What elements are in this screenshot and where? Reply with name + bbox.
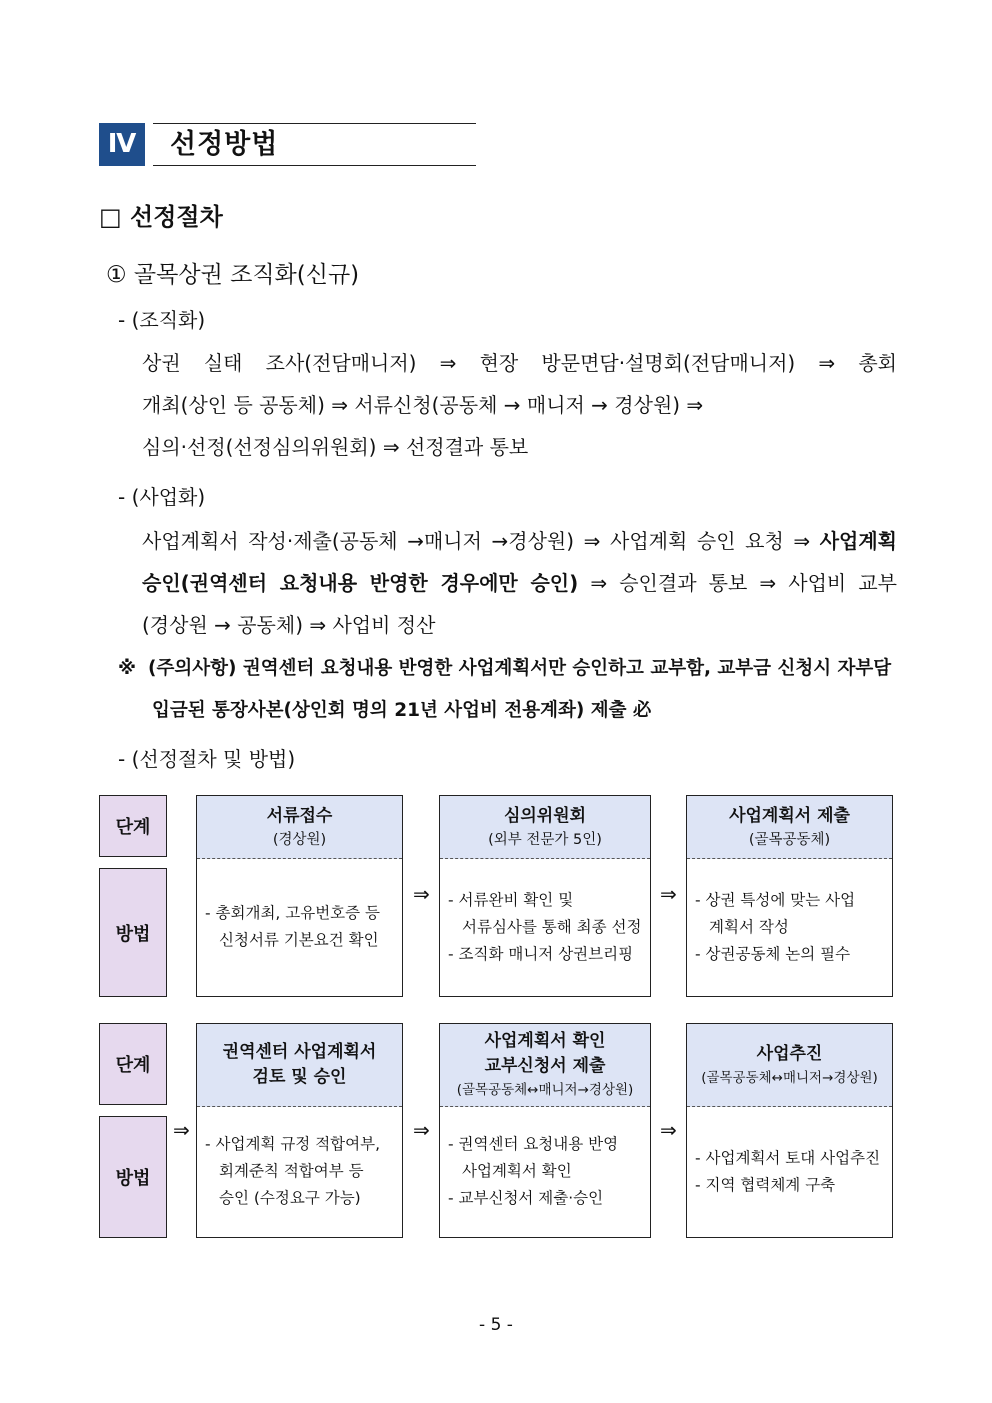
biz-line-2 [142,568,897,598]
flow-arrow: ⇒ [173,1118,190,1142]
step-item: - 사업계획서 토대 사업추진 [695,1148,881,1167]
step-body [197,1106,402,1237]
step-title: 사업추진 [756,1043,823,1064]
step-item: 서류심사를 통해 최종 선정 [462,917,642,936]
biz-line-1 [142,526,897,556]
step-header [687,796,892,859]
step-header [687,1024,892,1107]
subsection-title: ① 골목상권 조직화(신규) [106,262,360,288]
step-item: - 서류완비 확인 및 [448,890,574,909]
procedure-heading: - (선정절차 및 방법) [118,747,296,771]
step-body [440,1106,650,1237]
step-project-execution [686,1023,893,1238]
biz-line-3: (경상원 → 공동체) ⇒ 사업비 정산 [142,613,436,637]
step-subtitle: (골목공동체↔매니저→경상원) [701,1069,878,1086]
biz-line-2-text: ⇒ 승인결과 통보 ⇒ 사업비 교부 [578,571,897,595]
method-label: 방법 [99,868,167,997]
step-subtitle: (골목공동체) [748,831,831,848]
flow-arrow: ⇒ [413,882,430,906]
step-item: - 조직화 매니저 상권브리핑 [448,944,634,963]
method-label: 방법 [99,1116,167,1238]
biz-heading: - (사업화) [118,485,206,509]
chapter-title: 선정방법 [170,129,279,160]
step-header [197,796,402,859]
org-line-2: 개최(상인 등 공동체) ⇒ 서류신청(공동체 → 매니저 → 경상원) ⇒ [142,393,704,417]
step-subtitle: (경상원) [272,831,327,848]
stage-label: 단계 [99,1023,167,1105]
step-grant-application [439,1023,651,1238]
step-item: 사업계획서 확인 [462,1162,572,1180]
step-body [440,858,650,996]
step-body [687,858,892,996]
step-document-intake [196,795,403,997]
step-item: - 상권공동체 논의 필수 [695,944,851,963]
flow-arrow: ⇒ [660,882,677,906]
step-header [197,1024,402,1107]
step-header [440,796,650,859]
step-item: - 상권 특성에 맞는 사업 [695,890,856,909]
step-item: 회계준칙 적합여부 등 [219,1162,364,1180]
step-item: - 교부신청서 제출·승인 [448,1189,604,1207]
note-mark: ※ [118,658,136,679]
page-number: - 5 - [479,1315,513,1335]
step-item: 승인 (수정요구 가능) [219,1189,361,1207]
note-line-1: (주의사항) 권역센터 요청내용 반영한 사업계획서만 승인하고 교부함, 교부금 신청시 자부담 [148,658,892,679]
step-center-approval [196,1023,403,1238]
org-line-3: 심의·선정(선정심의위원회) ⇒ 선정결과 통보 [142,435,529,459]
step-body [197,858,402,996]
flow-arrow: ⇒ [413,1118,430,1142]
section-title: □ 선정절차 [99,203,223,231]
step-body [687,1106,892,1237]
flow-arrow: ⇒ [660,1118,677,1142]
step-header [440,1024,650,1107]
step-subtitle: (골목공동체↔매니저→경상원) [456,1082,634,1098]
biz-line-2-bold: 승인(권역센터 요청내용 반영한 경우에만 승인) [142,571,579,595]
step-item: - 사업계획 규정 적합여부, [205,1135,381,1153]
note-line-2: 입금된 통장사본(상인회 명의 21년 사업비 전용계좌) 제출 必 [152,700,652,721]
chapter-number: Ⅳ [99,123,145,166]
step-item: 계획서 작성 [709,917,789,936]
step-item: - 지역 협력체계 구축 [695,1175,836,1194]
biz-line-1-text: 사업계획서 작성·제출(공동체 →매니저 →경상원) ⇒ 사업계획 승인 요청 ⇒ [142,529,820,553]
step-title: 권역센터 사업계획서 [222,1042,377,1062]
step-title: 사업계획서 제출 [729,805,850,826]
step-review-committee [439,795,651,997]
org-line-1: 상권 실태 조사(전담매니저) ⇒ 현장 방문면담·설명회(전담매니저) ⇒ 총회 [142,351,897,375]
org-heading: - (조직화) [118,308,206,332]
chapter-rule-top [153,123,476,124]
chapter-rule-bottom [153,165,476,166]
biz-line-1-bold: 사업계획 [819,529,897,553]
step-item: - 권역센터 요청내용 반영 [448,1135,619,1153]
step-title: 교부신청서 제출 [484,1056,606,1076]
step-title: 검토 및 승인 [252,1067,347,1087]
step-title: 심의위원회 [503,805,587,826]
step-title: 서류접수 [266,805,333,826]
step-item: - 총회개최, 고유번호증 등 [205,904,381,922]
step-title: 사업계획서 확인 [484,1031,606,1051]
stage-label: 단계 [99,795,167,857]
step-subtitle: (외부 전문가 5인) [488,831,602,848]
step-item: 신청서류 기본요건 확인 [219,931,379,949]
step-plan-submission [686,795,893,997]
